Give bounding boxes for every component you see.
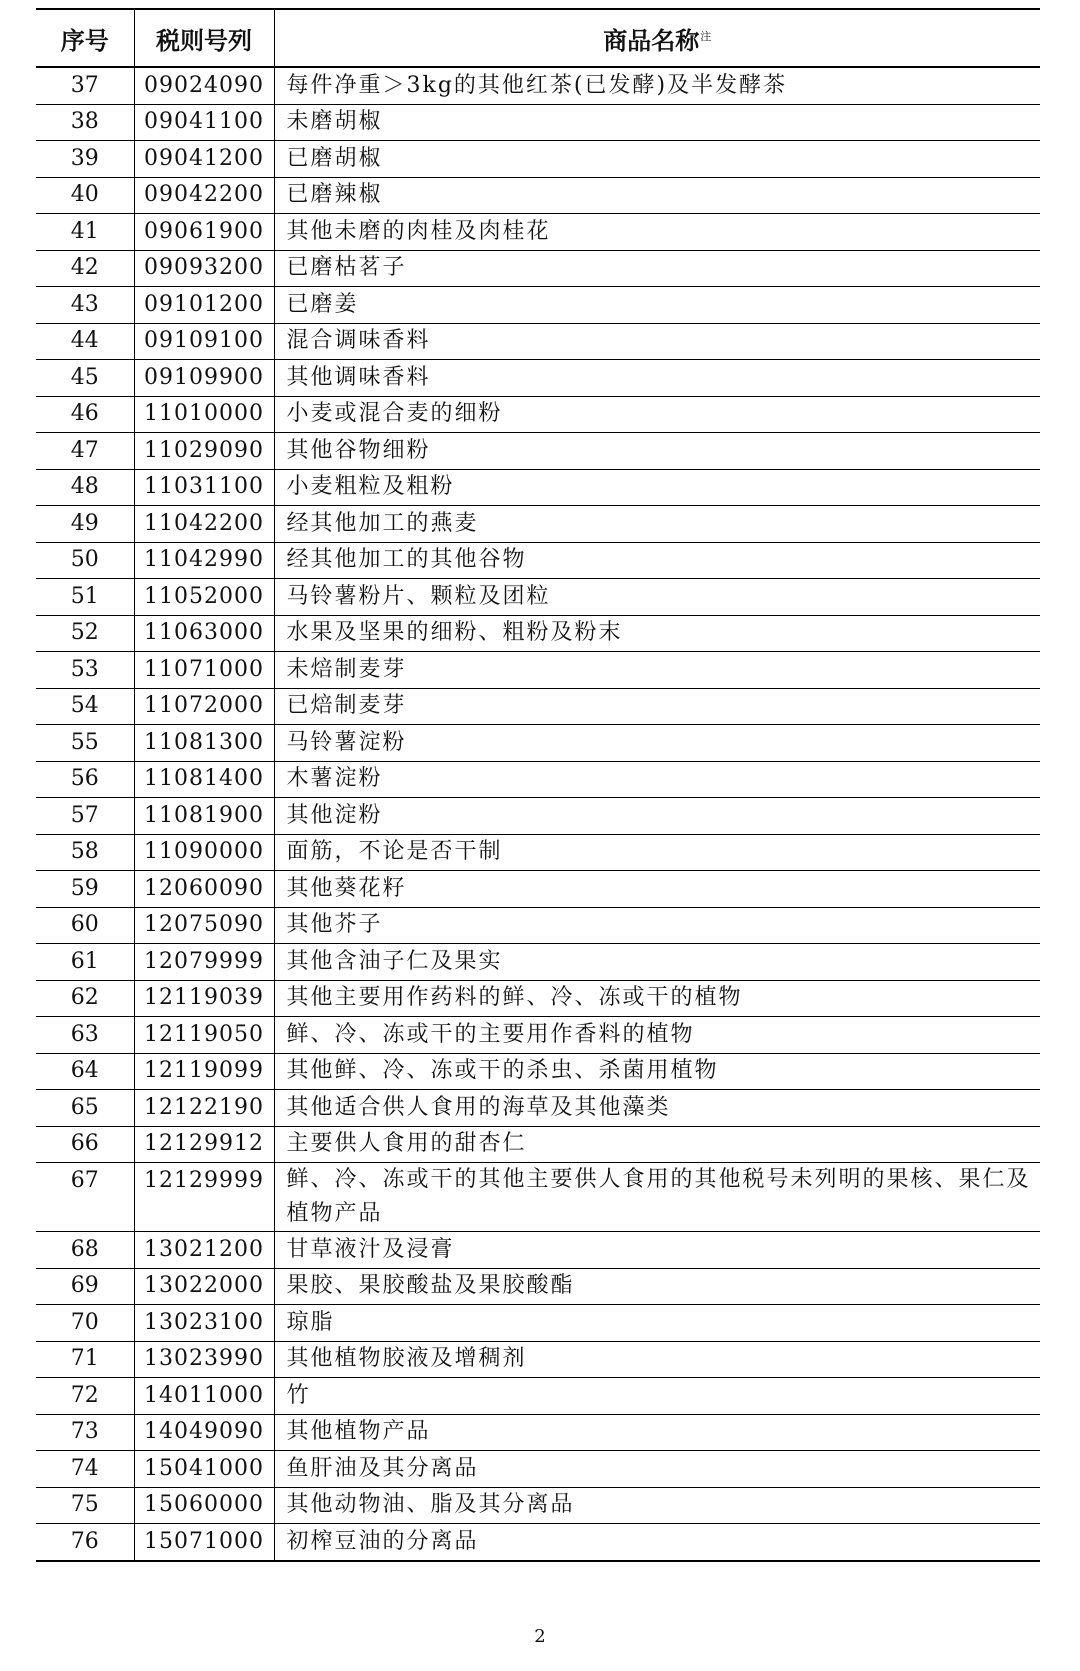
row-product-name: 已磨枯茗子	[274, 250, 1040, 287]
row-serial-number: 57	[36, 798, 134, 835]
row-serial-number: 43	[36, 287, 134, 324]
table-row	[36, 67, 1040, 104]
row-product-name: 鲜、冷、冻或干的其他主要供人食用的其他税号未列明的果核、果仁及植物产品	[274, 1163, 1040, 1232]
row-tariff-code: 12075090	[134, 907, 274, 944]
table-row	[36, 1017, 1040, 1054]
row-serial-number: 69	[36, 1268, 134, 1305]
table-row	[36, 1090, 1040, 1127]
table-row	[36, 615, 1040, 652]
row-tariff-code: 09041100	[134, 104, 274, 141]
table-row	[36, 1232, 1040, 1269]
row-product-name: 果胶、果胶酸盐及果胶酸酯	[274, 1268, 1040, 1305]
row-tariff-code: 12119099	[134, 1053, 274, 1090]
row-tariff-code: 12060090	[134, 871, 274, 908]
table-row	[36, 725, 1040, 762]
table-row	[36, 323, 1040, 360]
table-row	[36, 141, 1040, 178]
row-serial-number: 47	[36, 433, 134, 470]
row-tariff-code: 12119039	[134, 980, 274, 1017]
row-serial-number: 52	[36, 615, 134, 652]
row-product-name: 木薯淀粉	[274, 761, 1040, 798]
row-product-name: 其他植物产品	[274, 1414, 1040, 1451]
row-tariff-code: 11052000	[134, 579, 274, 616]
row-serial-number: 73	[36, 1414, 134, 1451]
row-product-name: 已磨辣椒	[274, 177, 1040, 214]
row-tariff-code: 11081300	[134, 725, 274, 762]
header-serial-number: 序号	[36, 9, 134, 67]
row-tariff-code: 12119050	[134, 1017, 274, 1054]
row-tariff-code: 13023990	[134, 1341, 274, 1378]
row-tariff-code: 09042200	[134, 177, 274, 214]
row-tariff-code: 09101200	[134, 287, 274, 324]
row-serial-number: 39	[36, 141, 134, 178]
row-tariff-code: 11090000	[134, 834, 274, 871]
row-product-name: 其他调味香料	[274, 360, 1040, 397]
row-serial-number: 70	[36, 1305, 134, 1342]
row-tariff-code: 13022000	[134, 1268, 274, 1305]
row-tariff-code: 13021200	[134, 1232, 274, 1269]
table-row	[36, 871, 1040, 908]
row-tariff-code: 12129999	[134, 1163, 274, 1232]
table-row	[36, 652, 1040, 689]
row-product-name: 初榨豆油的分离品	[274, 1524, 1040, 1561]
row-serial-number: 71	[36, 1341, 134, 1378]
row-tariff-code: 11042200	[134, 506, 274, 543]
row-serial-number: 65	[36, 1090, 134, 1127]
table-row	[36, 542, 1040, 579]
table-row	[36, 469, 1040, 506]
row-serial-number: 38	[36, 104, 134, 141]
tariff-table	[36, 8, 1040, 1562]
row-tariff-code: 09041200	[134, 141, 274, 178]
row-serial-number: 66	[36, 1126, 134, 1163]
row-tariff-code: 15041000	[134, 1451, 274, 1488]
row-serial-number: 42	[36, 250, 134, 287]
row-product-name: 马铃薯淀粉	[274, 725, 1040, 762]
row-serial-number: 74	[36, 1451, 134, 1488]
table-row	[36, 1451, 1040, 1488]
row-product-name: 已磨胡椒	[274, 141, 1040, 178]
row-tariff-code: 11081400	[134, 761, 274, 798]
row-serial-number: 67	[36, 1163, 134, 1232]
table-row	[36, 1305, 1040, 1342]
row-product-name: 其他适合供人食用的海草及其他藻类	[274, 1090, 1040, 1127]
row-product-name: 其他葵花籽	[274, 871, 1040, 908]
table-body	[36, 67, 1040, 1561]
row-tariff-code: 11081900	[134, 798, 274, 835]
row-serial-number: 59	[36, 871, 134, 908]
row-product-name: 面筋，不论是否干制	[274, 834, 1040, 871]
table-row	[36, 798, 1040, 835]
header-product-name-label: 商品名称	[603, 26, 700, 55]
row-product-name: 其他植物胶液及增稠剂	[274, 1341, 1040, 1378]
row-serial-number: 60	[36, 907, 134, 944]
row-tariff-code: 11063000	[134, 615, 274, 652]
row-product-name: 经其他加工的燕麦	[274, 506, 1040, 543]
row-tariff-code: 12129912	[134, 1126, 274, 1163]
row-tariff-code: 11031100	[134, 469, 274, 506]
row-product-name: 其他鲜、冷、冻或干的杀虫、杀菌用植物	[274, 1053, 1040, 1090]
row-tariff-code: 09024090	[134, 67, 274, 104]
table-row	[36, 1414, 1040, 1451]
row-serial-number: 46	[36, 396, 134, 433]
row-serial-number: 45	[36, 360, 134, 397]
row-product-name: 水果及坚果的细粉、粗粉及粉末	[274, 615, 1040, 652]
header-product-name	[274, 9, 1040, 67]
row-product-name: 小麦或混合麦的细粉	[274, 396, 1040, 433]
row-serial-number: 75	[36, 1487, 134, 1524]
row-serial-number: 58	[36, 834, 134, 871]
row-product-name: 甘草液汁及浸膏	[274, 1232, 1040, 1269]
row-tariff-code: 11072000	[134, 688, 274, 725]
row-product-name: 主要供人食用的甜杏仁	[274, 1126, 1040, 1163]
row-tariff-code: 11071000	[134, 652, 274, 689]
row-product-name: 其他未磨的肉桂及肉桂花	[274, 214, 1040, 251]
row-tariff-code: 09109100	[134, 323, 274, 360]
row-serial-number: 56	[36, 761, 134, 798]
row-serial-number: 51	[36, 579, 134, 616]
table-row	[36, 214, 1040, 251]
table-row	[36, 1341, 1040, 1378]
table-row	[36, 907, 1040, 944]
row-serial-number: 76	[36, 1524, 134, 1561]
row-product-name: 已焙制麦芽	[274, 688, 1040, 725]
row-product-name: 其他淀粉	[274, 798, 1040, 835]
row-product-name: 其他含油子仁及果实	[274, 944, 1040, 981]
row-product-name: 每件净重＞3kg的其他红茶(已发酵)及半发酵茶	[274, 67, 1040, 104]
row-tariff-code: 14011000	[134, 1378, 274, 1415]
table-row	[36, 433, 1040, 470]
row-tariff-code: 09061900	[134, 214, 274, 251]
table-row	[36, 287, 1040, 324]
table-row	[36, 944, 1040, 981]
table-row	[36, 104, 1040, 141]
row-product-name: 经其他加工的其他谷物	[274, 542, 1040, 579]
table-row	[36, 177, 1040, 214]
row-tariff-code: 15071000	[134, 1524, 274, 1561]
row-tariff-code: 12122190	[134, 1090, 274, 1127]
table-row	[36, 1126, 1040, 1163]
row-serial-number: 44	[36, 323, 134, 360]
row-serial-number: 64	[36, 1053, 134, 1090]
row-product-name: 未磨胡椒	[274, 104, 1040, 141]
table-row	[36, 688, 1040, 725]
row-serial-number: 62	[36, 980, 134, 1017]
row-tariff-code: 09093200	[134, 250, 274, 287]
table-row	[36, 360, 1040, 397]
row-serial-number: 48	[36, 469, 134, 506]
row-product-name: 小麦粗粒及粗粉	[274, 469, 1040, 506]
row-product-name: 马铃薯粉片、颗粒及团粒	[274, 579, 1040, 616]
row-serial-number: 41	[36, 214, 134, 251]
row-serial-number: 53	[36, 652, 134, 689]
table-row	[36, 1487, 1040, 1524]
header-note-marker: 注	[700, 29, 712, 43]
row-serial-number: 50	[36, 542, 134, 579]
row-serial-number: 72	[36, 1378, 134, 1415]
row-product-name: 琼脂	[274, 1305, 1040, 1342]
row-product-name: 未焙制麦芽	[274, 652, 1040, 689]
row-serial-number: 40	[36, 177, 134, 214]
row-tariff-code: 12079999	[134, 944, 274, 981]
table-row	[36, 506, 1040, 543]
row-tariff-code: 09109900	[134, 360, 274, 397]
table-row	[36, 1378, 1040, 1415]
table-row	[36, 1053, 1040, 1090]
row-product-name: 其他谷物细粉	[274, 433, 1040, 470]
row-tariff-code: 13023100	[134, 1305, 274, 1342]
row-product-name: 鲜、冷、冻或干的主要用作香料的植物	[274, 1017, 1040, 1054]
header-tariff-code: 税则号列	[134, 9, 274, 67]
row-product-name: 竹	[274, 1378, 1040, 1415]
row-product-name: 其他主要用作药料的鲜、冷、冻或干的植物	[274, 980, 1040, 1017]
row-serial-number: 63	[36, 1017, 134, 1054]
page-number: 2	[534, 1626, 546, 1647]
row-product-name: 其他动物油、脂及其分离品	[274, 1487, 1040, 1524]
row-serial-number: 68	[36, 1232, 134, 1269]
table-row	[36, 396, 1040, 433]
table-row	[36, 579, 1040, 616]
row-serial-number: 37	[36, 67, 134, 104]
table-row	[36, 980, 1040, 1017]
table-row	[36, 1163, 1040, 1232]
table-row	[36, 834, 1040, 871]
row-tariff-code: 14049090	[134, 1414, 274, 1451]
row-product-name: 鱼肝油及其分离品	[274, 1451, 1040, 1488]
row-tariff-code: 11042990	[134, 542, 274, 579]
table-row	[36, 250, 1040, 287]
row-serial-number: 49	[36, 506, 134, 543]
row-serial-number: 55	[36, 725, 134, 762]
table-header-row	[36, 9, 1040, 67]
table-row	[36, 761, 1040, 798]
row-serial-number: 61	[36, 944, 134, 981]
row-serial-number: 54	[36, 688, 134, 725]
row-tariff-code: 15060000	[134, 1487, 274, 1524]
row-product-name: 已磨姜	[274, 287, 1040, 324]
table-row	[36, 1268, 1040, 1305]
row-tariff-code: 11029090	[134, 433, 274, 470]
row-product-name: 混合调味香料	[274, 323, 1040, 360]
row-tariff-code: 11010000	[134, 396, 274, 433]
row-product-name: 其他芥子	[274, 907, 1040, 944]
table-row	[36, 1524, 1040, 1561]
